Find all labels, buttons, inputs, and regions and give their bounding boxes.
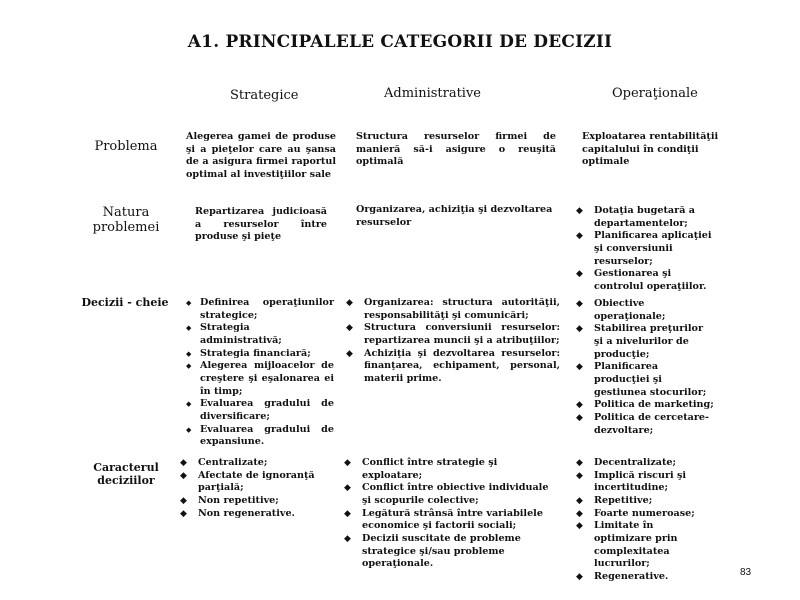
list-item: ◆ Non repetitive; bbox=[180, 495, 330, 508]
cell-decizii-administrative bbox=[346, 297, 560, 386]
list-item: ◆ Decentralizate; bbox=[576, 457, 714, 470]
list-decizii-operationale bbox=[576, 298, 714, 437]
list-item: ◆ Alegerea mijloacelor de creştere şi eşalonarea ei în timp; bbox=[184, 360, 334, 398]
column-header-strategice: Strategice bbox=[230, 88, 299, 103]
cell-caracterul-administrative bbox=[344, 457, 560, 571]
cell-caracterul-operationale bbox=[576, 457, 714, 584]
cell-natura-administrative: Organizarea, achiziţia şi dezvoltarea resurselor bbox=[356, 204, 553, 228]
list-item: ◆ Dotaţia bugetară a departamentelor; bbox=[576, 205, 716, 230]
list-caracterul-administrative bbox=[344, 457, 560, 571]
row-label-problema: Problema bbox=[94, 139, 158, 154]
list-item: ◆ Definirea operaţiunilor strategice; bbox=[184, 297, 334, 322]
list-item: ◆ Strategia administrativă; bbox=[184, 322, 334, 347]
list-item: ◆ Strategia financiară; bbox=[184, 348, 334, 361]
column-header-administrative: Administrative bbox=[384, 86, 482, 101]
list-item: ◆ Organizarea: structura autorităţii, responsabilităţi şi comunicări; bbox=[346, 297, 560, 322]
cell-problema-administrative: Structura resurselor firmei de manieră să-i asigure o reuşită optimală bbox=[356, 131, 556, 168]
list-item: ◆ Afectate de ignoranţă parţială; bbox=[180, 470, 330, 495]
list-item: ◆ Evaluarea gradului de expansiune. bbox=[184, 424, 334, 449]
list-item: ◆ Structura conversiunii resurselor: repartizarea muncii şi a atribuţiilor; bbox=[346, 322, 560, 347]
cell-decizii-operationale bbox=[576, 298, 714, 437]
row-label-natura: Natura problemei bbox=[92, 205, 160, 235]
list-item: ◆ Evaluarea gradului de diversificare; bbox=[184, 398, 334, 423]
list-decizii-strategice bbox=[184, 297, 334, 449]
cell-problema-strategice: Alegerea gamei de produse şi a pieţelor care au şansa de a asigura firmei raportul optimal al investiţiilor sale bbox=[186, 131, 336, 180]
list-item: ◆ Foarte numeroase; bbox=[576, 508, 714, 521]
list-item: ◆ Decizii suscitate de probleme strategice şi/sau probleme operaţionale. bbox=[344, 533, 560, 571]
column-header-operationale: Operaţionale bbox=[612, 86, 698, 101]
row-label-decizii: Decizii - cheie bbox=[81, 296, 169, 309]
list-item: ◆ Regenerative. bbox=[576, 571, 714, 584]
list-item: ◆ Politica de marketing; bbox=[576, 399, 714, 412]
row-label-caracterul: Caracterul deciziilor bbox=[93, 461, 159, 487]
list-caracterul-operationale bbox=[576, 457, 714, 584]
list-item: ◆ Centralizate; bbox=[180, 457, 330, 470]
page-number: 83 bbox=[740, 567, 752, 578]
list-item: ◆ Achiziţia şi dezvoltarea resurselor: finanţarea, echipament, personal, materii prime. bbox=[346, 348, 560, 386]
list-item: ◆ Limitate în optimizare prin complexitatea lucrurilor; bbox=[576, 520, 714, 571]
page-title: A1. PRINCIPALELE CATEGORII DE DECIZII bbox=[187, 32, 613, 52]
list-item: ◆ Gestionarea şi controlul operaţiilor. bbox=[576, 268, 716, 293]
list-item: ◆ Politica de cercetare-dezvoltare; bbox=[576, 412, 714, 437]
list-item: ◆ Conflict între strategie şi exploatare; bbox=[344, 457, 560, 482]
list-item: ◆ Non regenerative. bbox=[180, 508, 330, 521]
list-item: ◆ Legătură strânsă între variabilele economice şi factorii sociali; bbox=[344, 508, 560, 533]
cell-decizii-strategice bbox=[184, 297, 334, 449]
cell-natura-strategice: Repartizarea judicioasă a resurselor între produse şi pieţe bbox=[195, 206, 327, 243]
list-item: ◆ Conflict între obiective individuale şi scopurile colective; bbox=[344, 482, 560, 507]
cell-problema-operationale: Exploatarea rentabilităţii capitalului în condiţii optimale bbox=[582, 131, 719, 168]
list-item: ◆ Stabilirea preţurilor şi a nivelurilor de producţie; bbox=[576, 323, 714, 361]
list-item: ◆ Implică riscuri şi incertitudine; bbox=[576, 470, 714, 495]
list-item: ◆ Repetitive; bbox=[576, 495, 714, 508]
list-decizii-administrative bbox=[346, 297, 560, 386]
list-item: ◆ Planificarea aplicaţiei şi conversiunii resurselor; bbox=[576, 230, 716, 268]
cell-natura-operationale bbox=[576, 205, 716, 293]
list-item: ◆ Planificarea producţiei şi gestiunea stocurilor; bbox=[576, 361, 714, 399]
list-caracterul-strategice bbox=[180, 457, 330, 520]
list-item: ◆ Obiective operaţionale; bbox=[576, 298, 714, 323]
list-natura-operationale bbox=[576, 205, 716, 293]
cell-caracterul-strategice bbox=[180, 457, 330, 520]
